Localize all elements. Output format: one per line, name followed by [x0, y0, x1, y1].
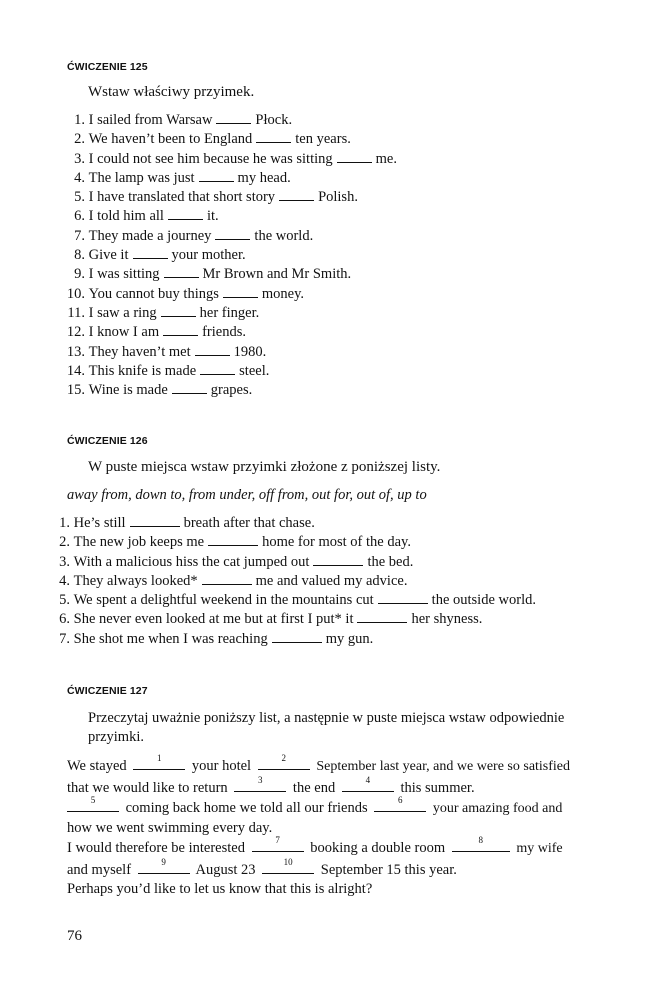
answer-blank[interactable] [256, 130, 291, 143]
gap-number: 3 [258, 774, 263, 785]
item-number: 11. [67, 304, 85, 321]
answer-blank[interactable] [313, 553, 363, 566]
sentence-after-blank: 1980. [233, 343, 267, 360]
item-number: 3. [59, 553, 70, 570]
sentence-after-blank: her finger. [199, 304, 260, 321]
answer-blank[interactable] [161, 304, 196, 317]
gap-3[interactable] [234, 774, 286, 792]
exercise-item [55, 111, 397, 130]
exercise-item [55, 207, 397, 226]
sentence-after-blank: money. [261, 285, 305, 302]
instruction-line: przyimki. [88, 729, 144, 745]
sentence-after-blank: the world. [254, 227, 314, 244]
sentence-before-blank: They always looked* [73, 572, 198, 589]
gap-1[interactable] [133, 755, 185, 770]
exercise-item [40, 591, 536, 610]
sentence-before-blank: I sailed from Warsaw [88, 112, 213, 128]
item-sentence [89, 304, 260, 323]
letter-text-segment: my wife [516, 841, 563, 857]
exercise-127-heading: ĆWICZENIE 127 [67, 685, 148, 697]
sentence-before-blank: She never even looked at me but at first I put* it [73, 611, 354, 628]
letter-line [67, 819, 645, 838]
item-number: 9. [74, 266, 85, 283]
letter-text-segment: and myself [67, 861, 132, 878]
item-sentence [89, 227, 314, 246]
exercise-item [55, 323, 397, 342]
item-sentence [89, 207, 219, 226]
item-number: 1. [74, 112, 85, 128]
answer-blank[interactable] [223, 285, 258, 298]
gap-number: 8 [478, 835, 483, 846]
item-sentence [74, 553, 414, 572]
letter-text-segment: September last year, and we were so satisfied [316, 759, 571, 774]
item-sentence [89, 169, 291, 188]
answer-blank[interactable] [337, 150, 372, 163]
gap-2[interactable] [258, 755, 310, 770]
item-sentence [74, 514, 315, 533]
sentence-before-blank: I was sitting [88, 266, 160, 283]
gap-5[interactable] [67, 797, 119, 812]
item-number: 12. [66, 324, 85, 341]
item-number: 3. [74, 150, 85, 167]
letter-text-segment: your amazing food and [432, 801, 563, 817]
item-sentence [89, 343, 267, 362]
item-number: 1. [59, 515, 70, 531]
exercise-item [55, 246, 397, 265]
exercise-item [40, 572, 536, 591]
item-sentence [74, 591, 536, 610]
sentence-after-blank: it. [206, 208, 219, 225]
exercise-item [40, 553, 536, 572]
gap-number: 10 [283, 856, 293, 867]
item-sentence [89, 111, 292, 130]
sentence-before-blank: He’s still [73, 515, 126, 531]
letter-text-segment: how we went swimming every day. [67, 819, 273, 836]
item-sentence [89, 381, 253, 400]
exercise-127-instruction [88, 709, 564, 747]
item-number: 6. [74, 208, 85, 225]
item-sentence [74, 610, 483, 629]
answer-blank[interactable] [133, 246, 168, 259]
gap-9[interactable] [138, 856, 190, 874]
sentence-before-blank: We spent a delightful weekend in the mountains cut [73, 592, 374, 609]
answer-blank[interactable] [357, 610, 407, 623]
gap-number: 2 [281, 753, 286, 763]
exercise-item [40, 533, 536, 552]
sentence-before-blank: We haven’t been to England [88, 131, 253, 148]
letter-text-segment: I would therefore be interested [67, 840, 245, 857]
item-sentence [89, 150, 397, 169]
gap-6[interactable] [374, 797, 426, 812]
page-number: 76 [67, 928, 82, 944]
sentence-after-blank: Płock. [255, 112, 293, 128]
sentence-before-blank: She shot me when I was reaching [73, 630, 268, 647]
gap-number: 4 [365, 774, 371, 785]
letter-text-segment: that we would like to return [67, 779, 228, 796]
letter-text-segment: Perhaps you’d like to let us know that this is alright? [67, 880, 373, 897]
item-sentence [89, 246, 246, 265]
sentence-after-blank: friends. [202, 324, 246, 341]
sentence-before-blank: You cannot buy things [88, 285, 219, 302]
exercise-126-instruction: W puste miejsca wstaw przyimki złożone z poniższej listy. [88, 459, 441, 475]
item-number: 2. [74, 131, 85, 148]
sentence-before-blank: This knife is made [88, 362, 197, 379]
sentence-after-blank: ten years. [295, 131, 351, 148]
sentence-before-blank: I told him all [88, 208, 164, 225]
item-number: 10. [66, 285, 85, 302]
item-sentence [89, 323, 246, 342]
gap-number: 7 [275, 835, 280, 846]
sentence-after-blank: Mr Brown and Mr Smith. [202, 266, 352, 283]
sentence-before-blank: The new job keeps me [73, 534, 205, 551]
sentence-after-blank: the bed. [367, 553, 414, 570]
item-sentence [89, 265, 352, 284]
sentence-before-blank: The lamp was just [88, 169, 195, 186]
exercise-item [55, 381, 397, 400]
sentence-after-blank: my gun. [325, 630, 374, 647]
item-sentence [89, 188, 358, 207]
sentence-after-blank: your mother. [171, 247, 246, 264]
letter-text-segment: the end [292, 779, 336, 796]
gap-10[interactable] [262, 856, 314, 874]
sentence-after-blank: grapes. [210, 382, 253, 399]
sentence-before-blank: They made a journey [88, 227, 212, 244]
item-sentence [89, 362, 270, 381]
answer-blank[interactable] [202, 572, 252, 585]
sentence-after-blank: me and valued my advice. [255, 572, 408, 589]
exercise-125-list [55, 111, 397, 400]
letter-line [67, 774, 645, 798]
answer-blank[interactable] [279, 188, 314, 201]
item-number: 7. [74, 227, 85, 244]
gap-8[interactable] [452, 837, 510, 852]
item-number: 2. [59, 534, 70, 551]
item-sentence [89, 130, 351, 149]
gap-number: 5 [90, 795, 96, 806]
letter-text-segment: August 23 [195, 861, 256, 878]
answer-blank[interactable] [200, 362, 235, 375]
letter-text-segment: this summer. [400, 779, 475, 796]
exercise-item [55, 362, 397, 381]
item-sentence [74, 533, 411, 552]
exercise-item [40, 610, 536, 629]
exercise-125-heading: ĆWICZENIE 125 [67, 61, 148, 73]
letter-text-segment: coming back home we told all our friends [125, 800, 368, 817]
sentence-before-blank: Wine is made [88, 382, 168, 399]
sentence-before-blank: With a malicious hiss the cat jumped out [73, 553, 310, 570]
item-number: 6. [59, 611, 70, 628]
sentence-after-blank: Polish. [318, 189, 358, 206]
item-sentence [89, 285, 304, 304]
item-sentence [74, 630, 374, 649]
gap-number: 6 [398, 795, 403, 806]
letter-line [67, 856, 645, 880]
sentence-after-blank: her shyness. [411, 611, 483, 628]
item-number: 8. [74, 247, 85, 264]
exercise-item [55, 188, 397, 207]
item-number: 4. [74, 169, 85, 186]
gap-number: 9 [161, 856, 166, 867]
answer-blank[interactable] [130, 514, 180, 527]
exercise-125-instruction: Wstaw właściwy przyimek. [88, 84, 255, 100]
sentence-before-blank: I could not see him because he was sitting [88, 150, 333, 167]
exercise-item [55, 343, 397, 362]
exercise-126-list [40, 514, 536, 649]
answer-blank[interactable] [216, 111, 251, 124]
exercise-126-word-list: away from, down to, from under, off from, out for, out of, up to [67, 487, 427, 503]
letter-text-segment: your hotel [191, 758, 252, 774]
item-sentence [74, 572, 408, 591]
answer-blank[interactable] [163, 323, 198, 336]
exercise-item [40, 630, 536, 649]
answer-blank[interactable] [172, 381, 207, 394]
exercise-item [55, 130, 397, 149]
letter-line [67, 797, 645, 819]
letter-text-segment: We stayed [67, 758, 127, 774]
letter-text-segment: September 15 this year. [320, 861, 457, 878]
exercise-item [55, 150, 397, 169]
sentence-after-blank: my head. [237, 169, 291, 186]
exercise-item [55, 169, 397, 188]
sentence-before-blank: Give it [88, 247, 129, 264]
item-number: 13. [66, 343, 85, 360]
sentence-after-blank: breath after that chase. [183, 515, 315, 531]
sentence-before-blank: They haven’t met [88, 343, 191, 360]
exercise-item [55, 265, 397, 284]
gap-7[interactable] [252, 837, 304, 852]
item-number: 15. [66, 382, 85, 399]
exercise-item [55, 285, 397, 304]
sentence-before-blank: I saw a ring [88, 304, 157, 321]
exercise-126-heading: ĆWICZENIE 126 [67, 435, 148, 447]
answer-blank[interactable] [195, 343, 230, 356]
item-number: 7. [59, 630, 70, 647]
item-number: 5. [59, 592, 70, 609]
sentence-before-blank: I have translated that short story [88, 189, 276, 206]
sentence-after-blank: steel. [239, 362, 270, 379]
letter-text [67, 755, 645, 898]
instruction-line: Przeczytaj uważnie poniższy list, a następnie w puste miejsca wstaw odpowiednie [88, 710, 565, 726]
item-number: 4. [59, 572, 70, 589]
answer-blank[interactable] [272, 630, 322, 643]
gap-4[interactable] [342, 774, 394, 792]
letter-text-segment: booking a double room [310, 840, 446, 857]
answer-blank[interactable] [199, 169, 234, 182]
letter-line [67, 880, 645, 899]
answer-blank[interactable] [168, 207, 203, 220]
answer-blank[interactable] [164, 265, 199, 278]
answer-blank[interactable] [215, 227, 250, 240]
exercise-item [55, 227, 397, 246]
gap-number: 1 [157, 753, 162, 763]
exercise-item [40, 514, 536, 533]
item-number: 14. [66, 362, 85, 379]
sentence-after-blank: me. [375, 150, 397, 167]
answer-blank[interactable] [208, 533, 258, 546]
sentence-before-blank: I know I am [88, 324, 160, 341]
exercise-item [55, 304, 397, 323]
sentence-after-blank: home for most of the day. [262, 534, 411, 551]
answer-blank[interactable] [378, 591, 428, 604]
item-number: 5. [74, 189, 85, 206]
sentence-after-blank: the outside world. [431, 592, 536, 609]
